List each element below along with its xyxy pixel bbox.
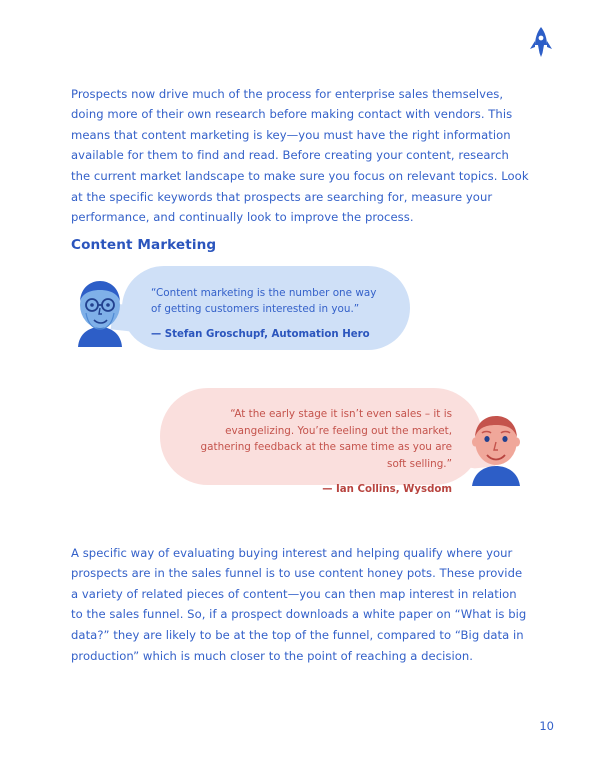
quote-attribution-1: — Stefan Groschupf, Automation Hero xyxy=(151,328,370,340)
paragraph-top: Prospects now drive much of the process for enterprise sales themselves, doing more of their own research before making contact with vendors. This means that content marketing is key—you must have the right information available for them to find and read. Before creating your content, research the current market landscape to make sure you focus on relevant topics. Look at the specific keywords that prospects are searching for, measure your performance, and continually look to improve the process. xyxy=(71,86,529,225)
quote-bubble-1 xyxy=(122,266,410,350)
quote-attribution-2: — Ian Collins, Wysdom xyxy=(322,484,452,496)
rocket-icon xyxy=(528,26,554,60)
quote-text-2: “At the early stage it isn’t even sales – it is evangelizing. You’re feeling out the market, gathering feedback at the same time as you are soft selling.” xyxy=(200,408,452,470)
avatar-portrait-ian xyxy=(466,408,526,486)
page-number: 10 xyxy=(539,719,554,733)
paragraph-bottom: A specific way of evaluating buying interest and helping qualify where your prospects are in the sales funnel is to use content honey pots. These provide a variety of related pieces of content—you can then map interest in relation to the sales funnel. So, if a prospect downloads a white paper on “What is big data?” they are likely to be at the top of the funnel, compared to “Big data in production” which is much closer to the point of reaching a decision. xyxy=(71,545,527,663)
section-heading-content-marketing: Content Marketing xyxy=(71,237,217,254)
quote-text-1: “Content marketing is the number one way of getting customers interested in you.” xyxy=(151,287,377,316)
avatar-portrait-stefan xyxy=(72,275,128,347)
quote-bubble-2 xyxy=(160,388,482,496)
